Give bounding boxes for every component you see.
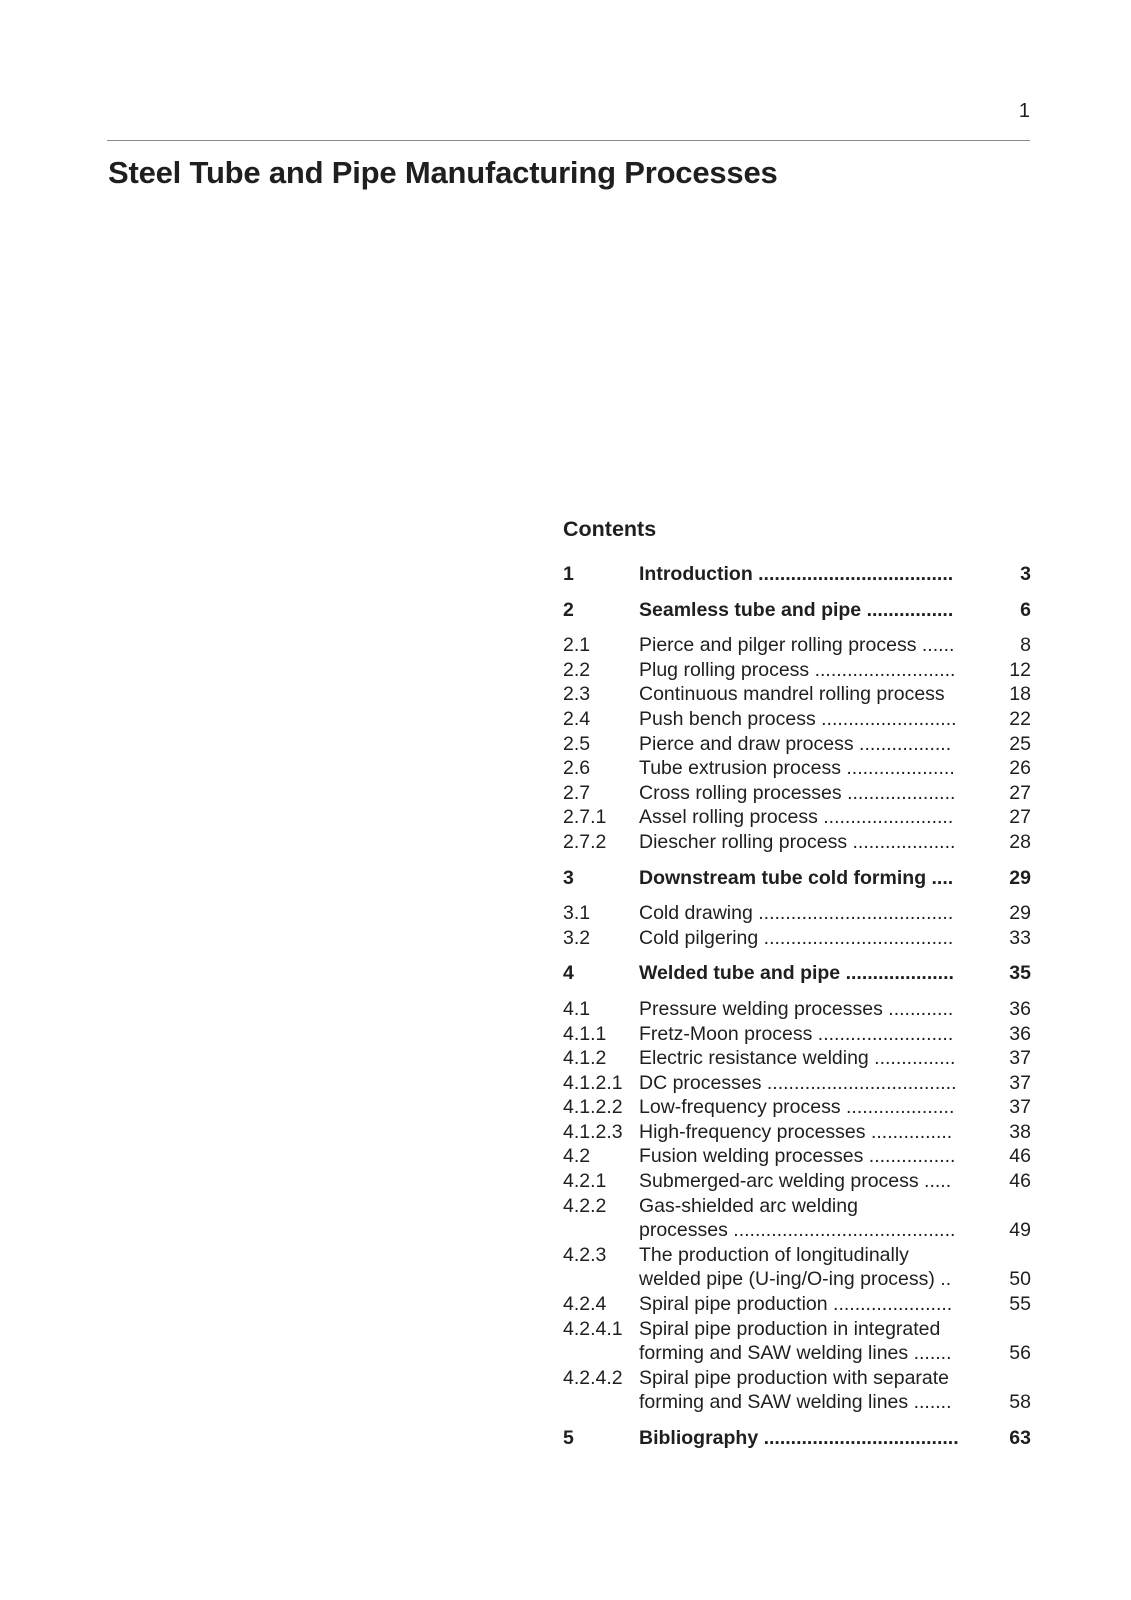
toc-entry [563, 1169, 1031, 1194]
toc-entry-page: 36 [1009, 997, 1031, 1020]
toc-entry-title: Tube extrusion process .................... [639, 757, 955, 780]
toc-entry [563, 1095, 1031, 1120]
toc-entry-title: Pierce and draw process ................. [639, 732, 952, 755]
toc-entry-number: 4.2.1 [563, 1170, 607, 1193]
toc-entry-page: 8 [1020, 634, 1031, 657]
toc-chapter-entry [563, 562, 1031, 587]
toc-chapter-entry [563, 866, 1031, 891]
contents-heading: Contents [563, 517, 657, 541]
toc-entry-title: Bibliography .................................... [639, 1427, 959, 1449]
toc-entry-title: Spiral pipe production in integrated forming and SAW welding lines ....... [639, 1317, 952, 1365]
toc-entry-number: 4.2 [563, 1145, 591, 1168]
toc-entry [563, 756, 1031, 781]
toc-entry-number: 4.1.2.2 [563, 1096, 623, 1119]
toc-entry-number: 2.4 [563, 707, 591, 730]
toc-entry-title: Cross rolling processes .................... [639, 781, 956, 804]
toc-entry-title: DC processes ................................... [639, 1071, 957, 1094]
toc-entry-number: 2.7.1 [563, 806, 607, 829]
toc-entry-title: Welded tube and pipe .................... [639, 962, 954, 985]
toc-entry [563, 658, 1031, 683]
toc-entry-number: 2.5 [563, 732, 591, 755]
toc-entry-page: 6 [1020, 598, 1031, 621]
header-rule [107, 140, 1030, 141]
toc-entry [563, 1292, 1031, 1317]
toc-entry-number: 4.1 [563, 997, 591, 1020]
toc-entry-page: 56 [1009, 1342, 1031, 1365]
toc-entry-title: Assel rolling process ........................ [639, 806, 954, 829]
toc-entry-page: 55 [1009, 1293, 1031, 1316]
toc-entry-title: Pressure welding processes ............ [639, 997, 954, 1020]
toc-entry-number: 4.1.1 [563, 1022, 607, 1045]
toc-entry [563, 1366, 1031, 1415]
toc-entry-page: 37 [1009, 1047, 1031, 1070]
toc-entry-number: 2.7 [563, 781, 591, 804]
toc-entry-page: 49 [1009, 1219, 1031, 1242]
toc-entry-title: Cold drawing .................................... [639, 902, 954, 925]
toc-entry-number: 4.2.2 [563, 1194, 607, 1217]
toc-entry [563, 707, 1031, 732]
toc-entry-title: Seamless tube and pipe ................ [639, 598, 954, 621]
toc-entry [563, 1071, 1031, 1096]
toc-entry [563, 926, 1031, 951]
toc-entry-title: Gas-shielded arc welding processes ......................................... [639, 1194, 956, 1242]
toc-entry-page: 63 [1009, 1427, 1031, 1449]
toc-entry-page: 22 [1009, 707, 1031, 730]
toc-entry-title: The production of longitudinally welded pipe (U-ing/O-ing process) .. [639, 1243, 952, 1291]
toc-entry-page: 28 [1009, 830, 1031, 853]
toc-entry-title: Electric resistance welding ............... [639, 1047, 956, 1070]
toc-list [563, 562, 1031, 1451]
table-of-contents [563, 514, 1031, 1451]
toc-entry [563, 781, 1031, 806]
toc-entry-page: 37 [1009, 1071, 1031, 1094]
toc-entry-number: 4 [563, 962, 574, 985]
toc-entry-page: 29 [1009, 866, 1031, 889]
toc-entry-title: Plug rolling process .......................... [639, 658, 956, 681]
toc-entry [563, 805, 1031, 830]
toc-entry-number: 1 [563, 563, 574, 585]
toc-entry-title: Fretz-Moon process ......................... [639, 1022, 954, 1045]
toc-chapter-entry [563, 1426, 1031, 1451]
toc-entry-title: Continuous mandrel rolling process [639, 683, 945, 706]
toc-entry [563, 1317, 1031, 1366]
toc-entry [563, 1144, 1031, 1169]
toc-entry-page: 58 [1009, 1391, 1031, 1414]
toc-entry-page: 33 [1009, 926, 1031, 949]
toc-entry-page: 25 [1009, 732, 1031, 755]
page-number: 1 [1018, 100, 1030, 122]
toc-entry-number: 2.6 [563, 757, 591, 780]
toc-entry-page: 26 [1009, 757, 1031, 780]
toc-entry-number: 2.1 [563, 634, 591, 657]
toc-entry-page: 50 [1009, 1268, 1031, 1291]
toc-entry-page: 46 [1009, 1145, 1031, 1168]
toc-entry-title: Spiral pipe production ...................... [639, 1293, 953, 1316]
toc-entry-page: 27 [1009, 781, 1031, 804]
toc-entry-page: 38 [1009, 1120, 1031, 1143]
toc-entry-title: Low-frequency process .................... [639, 1096, 955, 1119]
toc-entry-page: 27 [1009, 806, 1031, 829]
toc-entry-title: Fusion welding processes ................ [639, 1145, 956, 1168]
toc-entry [563, 1243, 1031, 1292]
toc-entry-number: 2.7.2 [563, 830, 607, 853]
toc-chapter-entry [563, 598, 1031, 623]
toc-entry [563, 682, 1031, 707]
toc-entry-page: 29 [1009, 902, 1031, 925]
toc-entry-title: Cold pilgering ................................... [639, 926, 954, 949]
toc-entry-title: Introduction .................................... [639, 563, 954, 585]
toc-entry-title: Spiral pipe production with separate forming and SAW welding lines ....... [639, 1366, 952, 1414]
toc-entry-page: 35 [1009, 962, 1031, 985]
toc-entry-number: 4.1.2 [563, 1047, 607, 1070]
toc-entry [563, 830, 1031, 855]
toc-entry-title: Diescher rolling process ................... [639, 830, 956, 853]
toc-entry [563, 901, 1031, 926]
document-title: Steel Tube and Pipe Manufacturing Processes [108, 155, 778, 190]
toc-entry-page: 46 [1009, 1170, 1031, 1193]
toc-entry-page: 3 [1020, 563, 1031, 585]
toc-entry [563, 997, 1031, 1022]
toc-entry-page: 36 [1009, 1022, 1031, 1045]
toc-entry-title: Submerged-arc welding process ..... [639, 1170, 952, 1193]
toc-entry-number: 4.1.2.3 [563, 1120, 623, 1143]
toc-entry-number: 5 [563, 1427, 574, 1449]
toc-entry-page: 18 [1009, 683, 1031, 706]
toc-entry-title: High-frequency processes ............... [639, 1120, 953, 1143]
toc-entry-page: 12 [1009, 658, 1031, 681]
toc-entry-title: Pierce and pilger rolling process ...... [639, 634, 955, 657]
toc-entry [563, 1194, 1031, 1243]
toc-entry-number: 4.2.4 [563, 1293, 607, 1316]
toc-entry [563, 1046, 1031, 1071]
toc-entry-number: 2.2 [563, 658, 591, 681]
toc-entry-number: 4.2.4.1 [563, 1317, 623, 1340]
toc-entry [563, 1022, 1031, 1047]
toc-entry-number: 3.1 [563, 902, 591, 925]
toc-entry-number: 3.2 [563, 926, 591, 949]
toc-entry-page: 37 [1009, 1096, 1031, 1119]
toc-entry-number: 2.3 [563, 683, 591, 706]
toc-entry-number: 4.2.4.2 [563, 1366, 623, 1389]
toc-entry-title: Push bench process ......................... [639, 707, 957, 730]
toc-entry [563, 633, 1031, 658]
toc-entry-number: 3 [563, 866, 574, 889]
toc-entry [563, 1120, 1031, 1145]
toc-entry-number: 4.1.2.1 [563, 1071, 623, 1094]
toc-entry [563, 732, 1031, 757]
toc-entry-number: 4.2.3 [563, 1243, 607, 1266]
toc-entry-number: 2 [563, 598, 574, 621]
toc-entry-title: Downstream tube cold forming .... [639, 866, 954, 889]
toc-chapter-entry [563, 961, 1031, 986]
